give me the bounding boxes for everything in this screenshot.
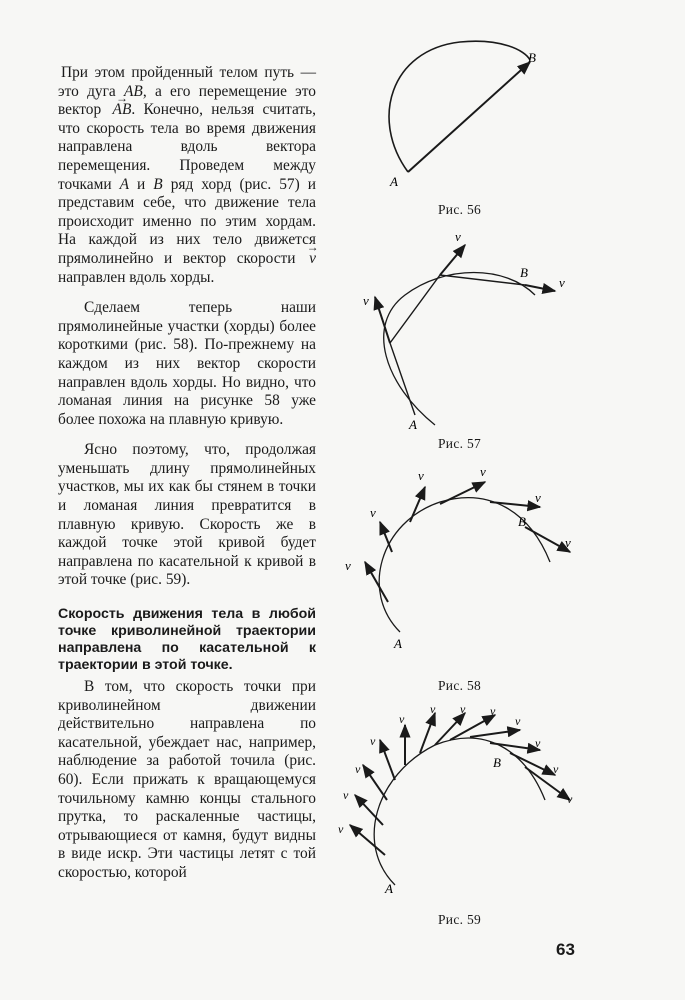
velocity-label: v: [515, 714, 521, 728]
point-b-label: B: [493, 755, 501, 770]
caption-56: Рис. 56: [438, 202, 482, 217]
trajectory: [374, 738, 545, 885]
point-b-label: B: [518, 514, 526, 529]
velocity-label: v: [370, 734, 376, 748]
velocity-vector: [365, 562, 388, 602]
page-number: 63: [556, 940, 575, 959]
velocity-label: v: [370, 505, 376, 520]
figure-56: [370, 30, 550, 200]
velocity-label: v: [345, 558, 351, 573]
velocity-label: v: [363, 293, 369, 308]
velocity-label: v: [535, 736, 541, 750]
velocity-label: v: [460, 702, 466, 716]
point-a-label: A: [385, 881, 393, 896]
point-a-label: A: [409, 417, 417, 432]
paragraph-2: Сделаем теперь наши прямолинейные участки (хорды) более короткими (рис. 58). По-прежнему на каждом из них вектор скорости направлен вдоль хорды. Но видно, что ломаная линия на рисунке 58 уже более похожа на плавную кривую.: [58, 299, 316, 428]
paragraph-1: При этом пройденный телом путь — это дуга AB, а его перемещение это вектор → AB. Конечно, нельзя считать, что скорость тела во время движения направлена вдоль вектора перемещения. Проведем между точками A и B ряд хорд (рис. 57) и представим себе, что движение тела происходит именно по этим хордам. На каждой из них тело движется прямолинейно и вектор скорости → v направлен вдоль хорды.: [58, 64, 316, 287]
vector-v: → v: [306, 250, 316, 269]
velocity-vector: [363, 765, 387, 800]
velocity-vector: [355, 795, 383, 825]
velocity-vector: [490, 502, 540, 507]
displacement-vector: [408, 62, 530, 172]
text-column: [58, 64, 316, 883]
paragraph-3: Ясно поэтому, что, продолжая уменьшать длину прямолинейных участков, мы их как бы стянем в точки и ломаная линия превратится в плавную кривую. Скорость же в каждой точке этой кривой будет направлена по касательной к кривой в этой точке (рис. 59).: [58, 441, 316, 589]
figure-58: [340, 462, 585, 662]
point-a-label: A: [390, 174, 398, 189]
velocity-vector: [490, 743, 540, 750]
caption-59: Рис. 59: [438, 912, 482, 927]
velocity-label: v: [559, 275, 565, 290]
arc-path: [389, 41, 530, 172]
velocity-label: v: [338, 822, 344, 836]
velocity-vector: [440, 482, 485, 504]
velocity-label: v: [567, 792, 573, 806]
velocity-label: v: [430, 702, 436, 716]
velocity-vector: [420, 713, 435, 753]
figure-57: [345, 225, 585, 440]
velocity-vector: [470, 730, 520, 737]
caption-58: Рис. 58: [438, 678, 482, 693]
velocity-label: v: [343, 788, 349, 802]
velocity-label: v: [480, 464, 486, 479]
velocity-label: v: [355, 762, 361, 776]
velocity-label: v: [399, 712, 405, 726]
velocity-label: v: [490, 704, 496, 718]
paragraph-4: В том, что скорость точки при криволинейном движении действительно направлена по касательной, убеждает нас, например, наблюдение за работой точила (рис. 60). Если прижать к вращающемуся точильному камню концы стального прутка, то раскаленные частицы, отрывающиеся от камня, будут видны в виде искр. Эти частицы летят с той скоростью, которой: [58, 678, 316, 881]
velocity-label: v: [553, 762, 559, 776]
velocity-label: v: [455, 229, 461, 244]
vector-ab: → AB: [110, 101, 132, 120]
point-a-label: A: [394, 636, 402, 651]
velocity-label: v: [565, 535, 571, 550]
figure-59: [335, 695, 585, 900]
chord-path: [390, 275, 525, 415]
trajectory: [384, 273, 535, 426]
rule-statement: Скорость движения тела в любой точке криволинейной траектории направлена по касательной к траектории в этой точке.: [58, 606, 316, 674]
point-b-label: B: [520, 265, 528, 280]
caption-57: Рис. 57: [438, 436, 482, 451]
point-b-label: B: [528, 50, 536, 65]
velocity-vector: [350, 825, 385, 855]
velocity-vector: [380, 740, 395, 780]
velocity-label: v: [535, 490, 541, 505]
velocity-label: v: [418, 468, 424, 483]
velocity-vector: [380, 522, 392, 552]
velocity-vector: [375, 297, 390, 343]
velocity-vector: [525, 527, 570, 552]
velocity-vector: [440, 245, 465, 275]
velocity-vector: [410, 487, 425, 522]
